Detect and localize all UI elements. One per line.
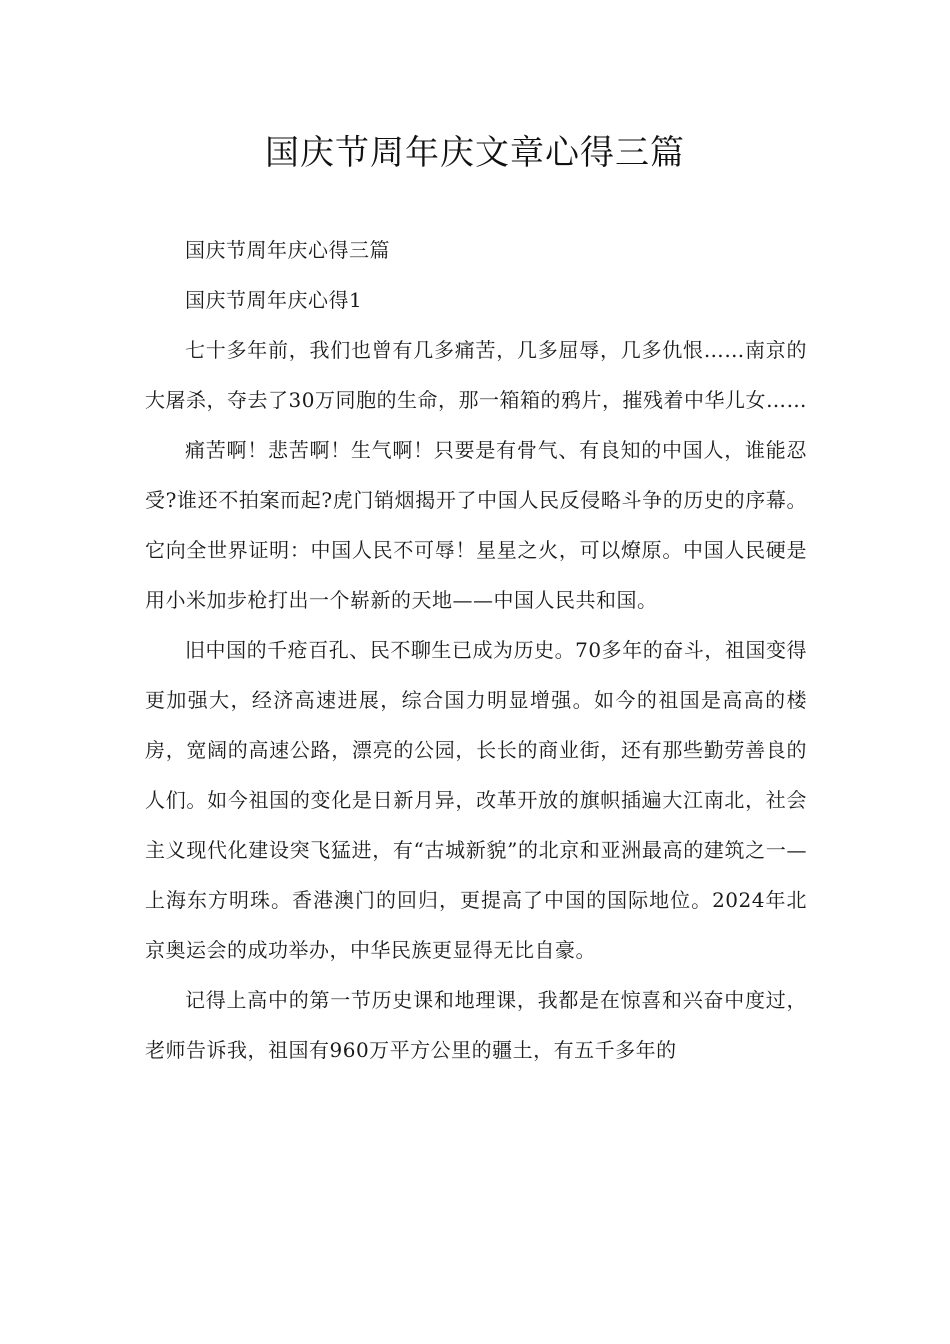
paragraph: 记得上高中的第一节历史课和地理课，我都是在惊喜和兴奋中度过，老师告诉我，祖国有960万平方公里的疆土，有五千多年的	[145, 988, 807, 1062]
document-title: 国庆节周年庆文章心得三篇	[265, 133, 685, 173]
paragraph: 七十多年前，我们也曾有几多痛苦，几多屈辱，几多仇恨……南京的大屠杀，夺去了30万同胞的生命，那一箱箱的鸦片，摧残着中华儿女……	[145, 338, 807, 412]
paragraph-section-heading: 国庆节周年庆心得1	[185, 288, 363, 312]
document-body	[145, 225, 807, 1075]
paragraph: 旧中国的千疮百孔、民不聊生已成为历史。70多年的奋斗，祖国变得更加强大，经济高速进展，综合国力明显增强。如今的祖国是高高的楼房，宽阔的高速公路，漂亮的公园，长长的商业街，还有那些勤劳善良的人们。如今祖国的变化是日新月异，改革开放的旗帜插遍大江南北，社会主义现代化建设突飞猛进，有“古城新貌”的北京和亚洲最高的建筑之一—上海东方明珠。香港澳门的回归，更提高了中国的国际地位。2024年北京奥运会的成功举办，中华民族更显得无比自豪。	[145, 638, 807, 962]
paragraph: 痛苦啊！悲苦啊！生气啊！只要是有骨气、有良知的中国人，谁能忍受?谁还不拍案而起?虎门销烟揭开了中国人民反侵略斗争的历史的序幕。它向全世界证明：中国人民不可辱！星星之火，可以燎原。中国人民硬是用小米加步枪打出一个崭新的天地——中国人民共和国。	[145, 438, 807, 612]
paragraph-subtitle: 国庆节周年庆心得三篇	[185, 238, 390, 262]
